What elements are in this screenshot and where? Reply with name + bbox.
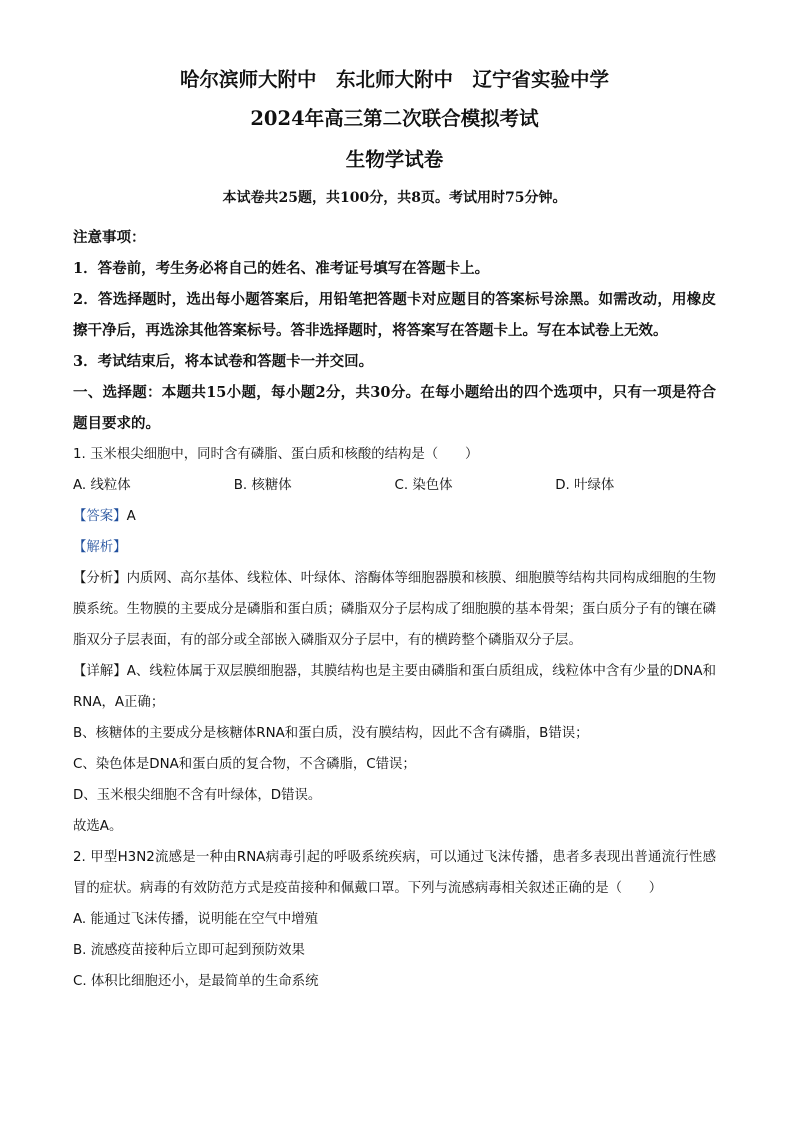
subject-title: 生物学试卷: [345, 148, 444, 171]
answer-value: A: [126, 509, 136, 524]
question-2-stem: 2. 甲型H3N2流感是一种由RNA病毒引起的呼吸系统疾病，可以通过飞沫传播，患者多表现出普通流行性感冒的症状。病毒的有效防范方式是疫苗接种和佩戴口罩。下列与流感病毒相关叙述正确的是（ ）: [73, 850, 716, 896]
notes-title: 注意事项：: [73, 229, 146, 246]
fenxi-text: 内质网、高尔基体、线粒体、叶绿体、溶酶体等细胞器膜和核膜、细胞膜等结构共同构成细胞的生物膜系统。生物膜的主要成分是磷脂和蛋白质；磷脂双分子层构成了细胞膜的基本骨架；蛋白质分子有的镶在磷脂双分子层表面，有的部分或全部嵌入磷脂双分子层中，有的横跨整个磷脂双分子层。: [73, 571, 717, 648]
fenxi-paragraph: [73, 563, 716, 656]
q2-option-c: C. 体积比细胞还小，是最简单的生命系统: [73, 974, 319, 989]
question-1-options: [73, 470, 716, 501]
q2-option-b: B. 流感疫苗接种后立即可起到预防效果: [73, 943, 305, 958]
note-item: 1．答卷前，考生务必将自己的姓名、准考证号填写在答题卡上。: [73, 260, 490, 277]
q2-option-a: A. 能通过飞沫传播，说明能在空气中增殖: [73, 912, 319, 927]
explanation-line: D、玉米根尖细胞不含有叶绿体，D错误。: [73, 788, 322, 803]
option-a: A. 线粒体: [73, 478, 131, 493]
section-heading: 一、选择题：本题共15小题，每小题2分，共30分。在每小题给出的四个选项中，只有一项是符合题目要求的。: [73, 384, 716, 432]
question-1-stem: 1. 玉米根尖细胞中，同时含有磷脂、蛋白质和核酸的结构是（ ）: [73, 447, 479, 462]
explanation-line: B、核糖体的主要成分是核糖体RNA和蛋白质，没有膜结构，因此不含有磷脂，B错误；: [73, 726, 589, 741]
xiangjie-text: A、线粒体属于双层膜细胞器，其膜结构也是主要由磷脂和蛋白质组成，线粒体中含有少量的DNA和RNA，A正确；: [73, 664, 716, 710]
note-item: 2．答选择题时，选出每小题答案后，用铅笔把答题卡对应题目的答案标号涂黑。如需改动，用橡皮擦干净后，再选涂其他答案标号。答非选择题时，将答案写在答题卡上。写在本试卷上无效。: [73, 291, 716, 339]
answer-tag: 【答案】: [73, 509, 127, 524]
option-c: C. 染色体: [394, 478, 453, 493]
fenxi-tag: 【分析】: [73, 571, 127, 586]
xiangjie-paragraph: [73, 656, 716, 718]
option-b: B. 核糖体: [233, 478, 292, 493]
conclusion-line: 故选A。: [73, 819, 123, 834]
exam-info: 本试卷共25题，共100分，共8页。考试用时75分钟。: [222, 190, 567, 206]
analysis-tag: 【解析】: [73, 540, 127, 555]
option-d: D. 叶绿体: [555, 478, 615, 493]
explanation-line: C、染色体是DNA和蛋白质的复合物，不含磷脂，C错误；: [73, 757, 416, 772]
note-item: 3．考试结束后，将本试卷和答题卡一并交回。: [73, 353, 374, 370]
schools-header: 哈尔滨师大附中 东北师大附中 辽宁省实验中学: [179, 68, 609, 91]
analysis-line: [73, 532, 716, 563]
xiangjie-tag: 【详解】: [73, 664, 127, 679]
answer-line: [73, 501, 716, 532]
exam-title: 2024年高三第二次联合模拟考试: [250, 107, 539, 130]
